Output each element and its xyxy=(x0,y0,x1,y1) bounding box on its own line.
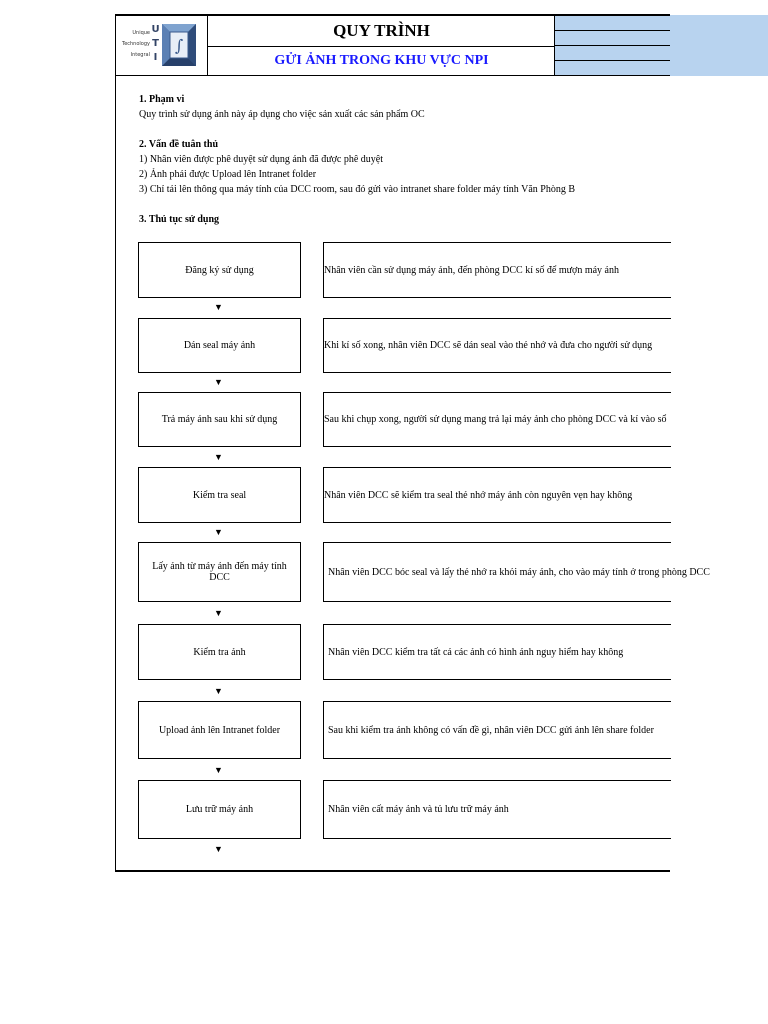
flow-description: Nhân viên cất máy ảnh và tủ lưu trữ máy ảnh xyxy=(323,780,671,839)
scope-text: Quy trình sử dụng ảnh này áp dụng cho việc sản xuất các sản phẩm OC xyxy=(139,109,425,120)
logo-word: Integral xyxy=(130,52,150,58)
down-arrow-icon: ▼ xyxy=(214,844,223,854)
procedure-heading: 3. Thủ tục sử dụng xyxy=(139,214,220,225)
flow-description: Nhân viên DCC bóc seal và lấy thẻ nhớ ra khỏi máy ảnh, cho vào máy tính ở trong phòng DCC xyxy=(323,542,671,602)
header-blue-fill xyxy=(670,15,768,76)
page-subtitle: GỬI ẢNH TRONG KHU VỰC NPI xyxy=(208,47,555,76)
compliance-heading: 2. Vấn đề tuân thủ xyxy=(139,139,219,150)
meta-row xyxy=(555,16,670,31)
logo-word: Technology xyxy=(121,41,150,47)
down-arrow-icon: ▼ xyxy=(214,686,223,696)
down-arrow-icon: ▼ xyxy=(214,452,223,462)
flow-step: Kiểm tra seal xyxy=(138,467,301,523)
compliance-item: 3) Chỉ tải lên thông qua máy tính của DCC room, sau đó gửi vào intranet share folder máy tính Văn Phòng B xyxy=(139,184,575,195)
logo-frame-icon xyxy=(162,24,196,66)
down-arrow-icon: ▼ xyxy=(214,765,223,775)
flow-description: Sau khi kiểm tra ảnh không có vấn đề gì, nhân viên DCC gửi ảnh lên share folder xyxy=(323,701,671,759)
meta-row xyxy=(555,31,670,46)
logo-letter: T xyxy=(152,38,159,49)
flow-step: Lấy ảnh từ máy ảnh đến máy tính DCC xyxy=(138,542,301,602)
scope-heading: 1. Phạm vi xyxy=(139,94,185,105)
flow-description: Nhân viên cần sử dụng máy ảnh, đến phòng DCC kí số để mượn máy ảnh xyxy=(323,242,671,298)
compliance-item: 2) Ảnh phải được Upload lên Intranet folder xyxy=(139,169,317,180)
flow-step: Đăng ký sử dụng xyxy=(138,242,301,298)
meta-row xyxy=(555,61,670,76)
flow-step: Upload ảnh lên Intranet folder xyxy=(138,701,301,759)
flow-description: Nhân viên DCC kiểm tra tất cả các ảnh có hình ảnh nguy hiểm hay không xyxy=(323,624,671,680)
down-arrow-icon: ▼ xyxy=(214,608,223,618)
down-arrow-icon: ▼ xyxy=(214,302,223,312)
flow-step: Trả máy ảnh sau khi sử dụng xyxy=(138,392,301,447)
flow-description: Sau khi chụp xong, người sử dụng mang trả lại máy ảnh cho phòng DCC và kí vào sổ xyxy=(323,392,671,447)
meta-row xyxy=(555,46,670,61)
flow-step: Lưu trữ máy ảnh xyxy=(138,780,301,839)
flow-step: Kiểm tra ảnh xyxy=(138,624,301,680)
down-arrow-icon: ▼ xyxy=(214,527,223,537)
flow-step: Dán seal máy ảnh xyxy=(138,318,301,373)
logo-word: Unique xyxy=(132,30,150,36)
header-meta-grid xyxy=(554,16,670,76)
page-title: QUY TRÌNH xyxy=(208,16,555,47)
down-arrow-icon: ▼ xyxy=(214,377,223,387)
logo-letters xyxy=(151,23,160,65)
logo-letter: U xyxy=(151,24,160,35)
flow-description: Khi kí số xong, nhân viên DCC sẽ dán seal vào thẻ nhớ và đưa cho người sử dụng xyxy=(323,318,671,373)
company-logo xyxy=(120,22,200,70)
flow-description: Nhân viên DCC sẽ kiểm tra seal thẻ nhớ máy ảnh còn nguyên vẹn hay không xyxy=(323,467,671,523)
logo-symbol: ∫ xyxy=(174,36,184,55)
compliance-item: 1) Nhân viên được phê duyệt sử dụng ảnh đã được phê duyệt xyxy=(139,154,383,165)
logo-words xyxy=(120,28,150,61)
logo-letter: I xyxy=(153,52,158,63)
